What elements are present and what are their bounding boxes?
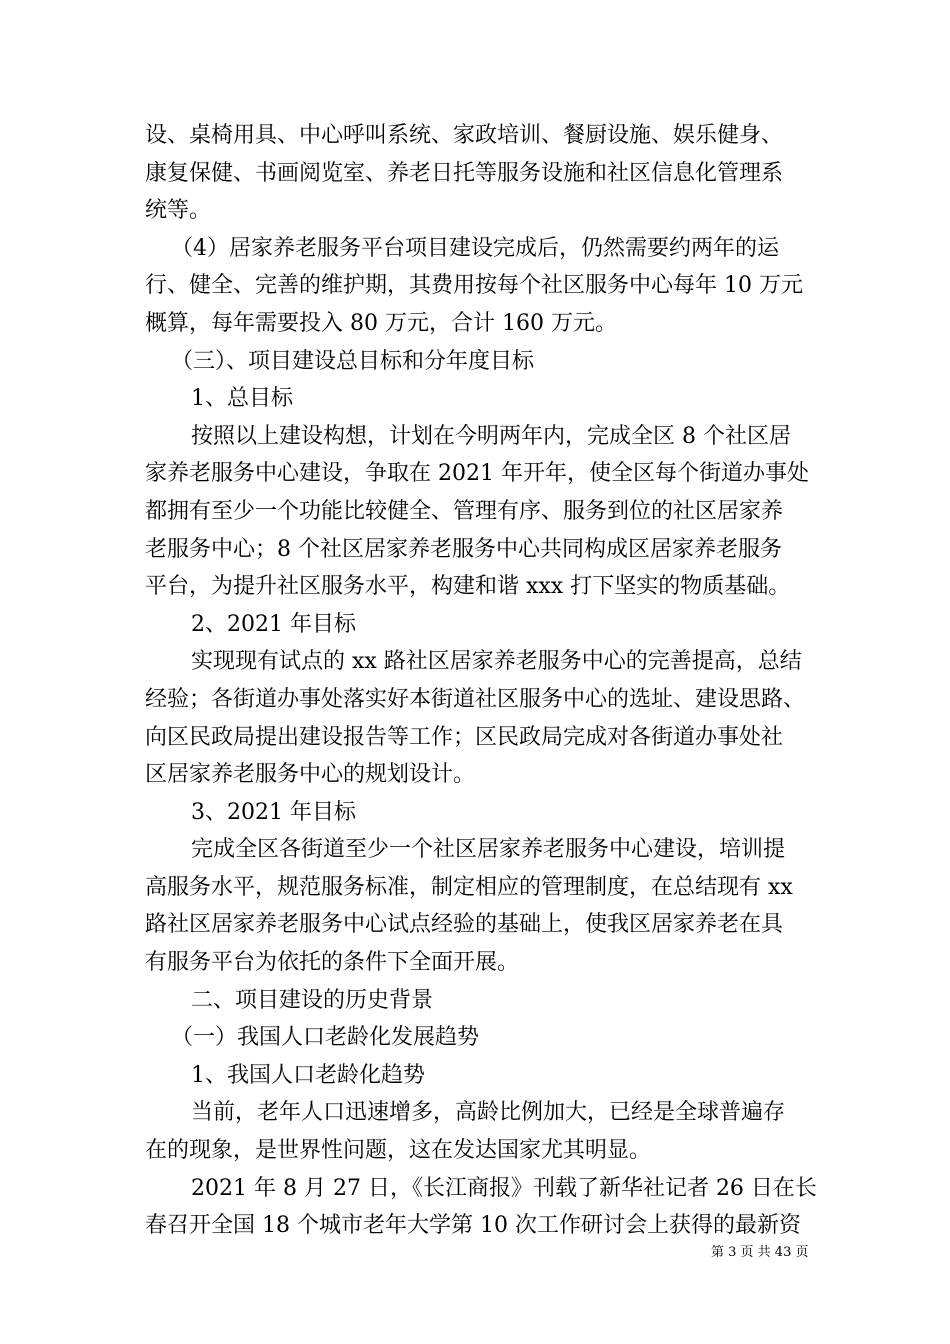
text-line: 高服务水平，规范服务标准，制定相应的管理制度，在总结现有 xx (145, 874, 793, 900)
text-line: 在的现象，是世界性问题，这在发达国家尤其明显。 (145, 1138, 652, 1164)
section-heading: （一）我国人口老龄化发展趋势 (171, 1025, 480, 1051)
text-line: 区居家养老服务中心的规划设计。 (145, 762, 476, 788)
paragraph-first-line: 完成全区各街道至少一个社区居家养老服务中心建设，培训提 (191, 837, 786, 863)
paragraph-first-line: 实现现有试点的 xx 路社区居家养老服务中心的完善提高，总结 (191, 649, 802, 675)
body-text (145, 117, 817, 1245)
subsection-heading: 1、总目标 (191, 386, 293, 412)
text-line: 家养老服务中心建设，争取在 2021 年开年，使全区每个街道办事处 (145, 461, 809, 487)
text-line: 概算，每年需要投入 80 万元，合计 160 万元。 (145, 310, 617, 336)
paragraph-first-line: （4）居家养老服务平台项目建设完成后，仍然需要约两年的运 (171, 235, 779, 261)
chapter-heading: 二、项目建设的历史背景 (191, 987, 434, 1013)
text-line: 设、桌椅用具、中心呼叫系统、家政培训、餐厨设施、娱乐健身、 (145, 123, 784, 148)
text-line: 平台，为提升社区服务水平，构建和谐 xxx 打下坚实的物质基础。 (145, 574, 791, 600)
text-line: 行、健全、完善的维护期，其费用按每个社区服务中心每年 10 万元 (145, 273, 803, 299)
subsection-heading: 2、2021 年目标 (191, 611, 356, 637)
subsection-heading: 1、我国人口老龄化趋势 (191, 1062, 425, 1088)
text-line: 路社区居家养老服务中心试点经验的基础上，使我区居家养老在具 (145, 912, 784, 938)
text-line: 都拥有至少一个功能比较健全、管理有序、服务到位的社区居家养 (145, 498, 784, 524)
text-line: 向区民政局提出建设报告等工作；区民政局完成对各街道办事处社 (145, 724, 784, 750)
section-heading: （三）、项目建设总目标和分年度目标 (171, 348, 535, 374)
subsection-heading: 3、2021 年目标 (191, 799, 356, 825)
paragraph-first-line: 2021 年 8 月 27 日，《长江商报》刊载了新华社记者 26 日在长 (191, 1175, 817, 1201)
text-line: 统等。 (145, 198, 212, 224)
text-line: 春召开全国 18 个城市老年大学第 10 次工作研讨会上获得的最新资 (145, 1213, 801, 1239)
text-line: 有服务平台为依托的条件下全面开展。 (145, 950, 520, 976)
text-line: 老服务中心；8 个社区居家养老服务中心共同构成区居家养老服务 (145, 536, 782, 562)
page-number-footer: 第 3 页 共 43 页 (711, 1245, 809, 1260)
paragraph-first-line: 当前，老年人口迅速增多，高龄比例加大，已经是全球普遍存 (191, 1100, 786, 1126)
text-line: 经验；各街道办事处落实好本街道社区服务中心的选址、建设思路、 (145, 686, 806, 712)
paragraph-first-line: 按照以上建设构想，计划在今明两年内，完成全区 8 个社区居 (191, 423, 791, 449)
text-line: 康复保健、书画阅览室、养老日托等服务设施和社区信息化管理系 (145, 160, 784, 186)
